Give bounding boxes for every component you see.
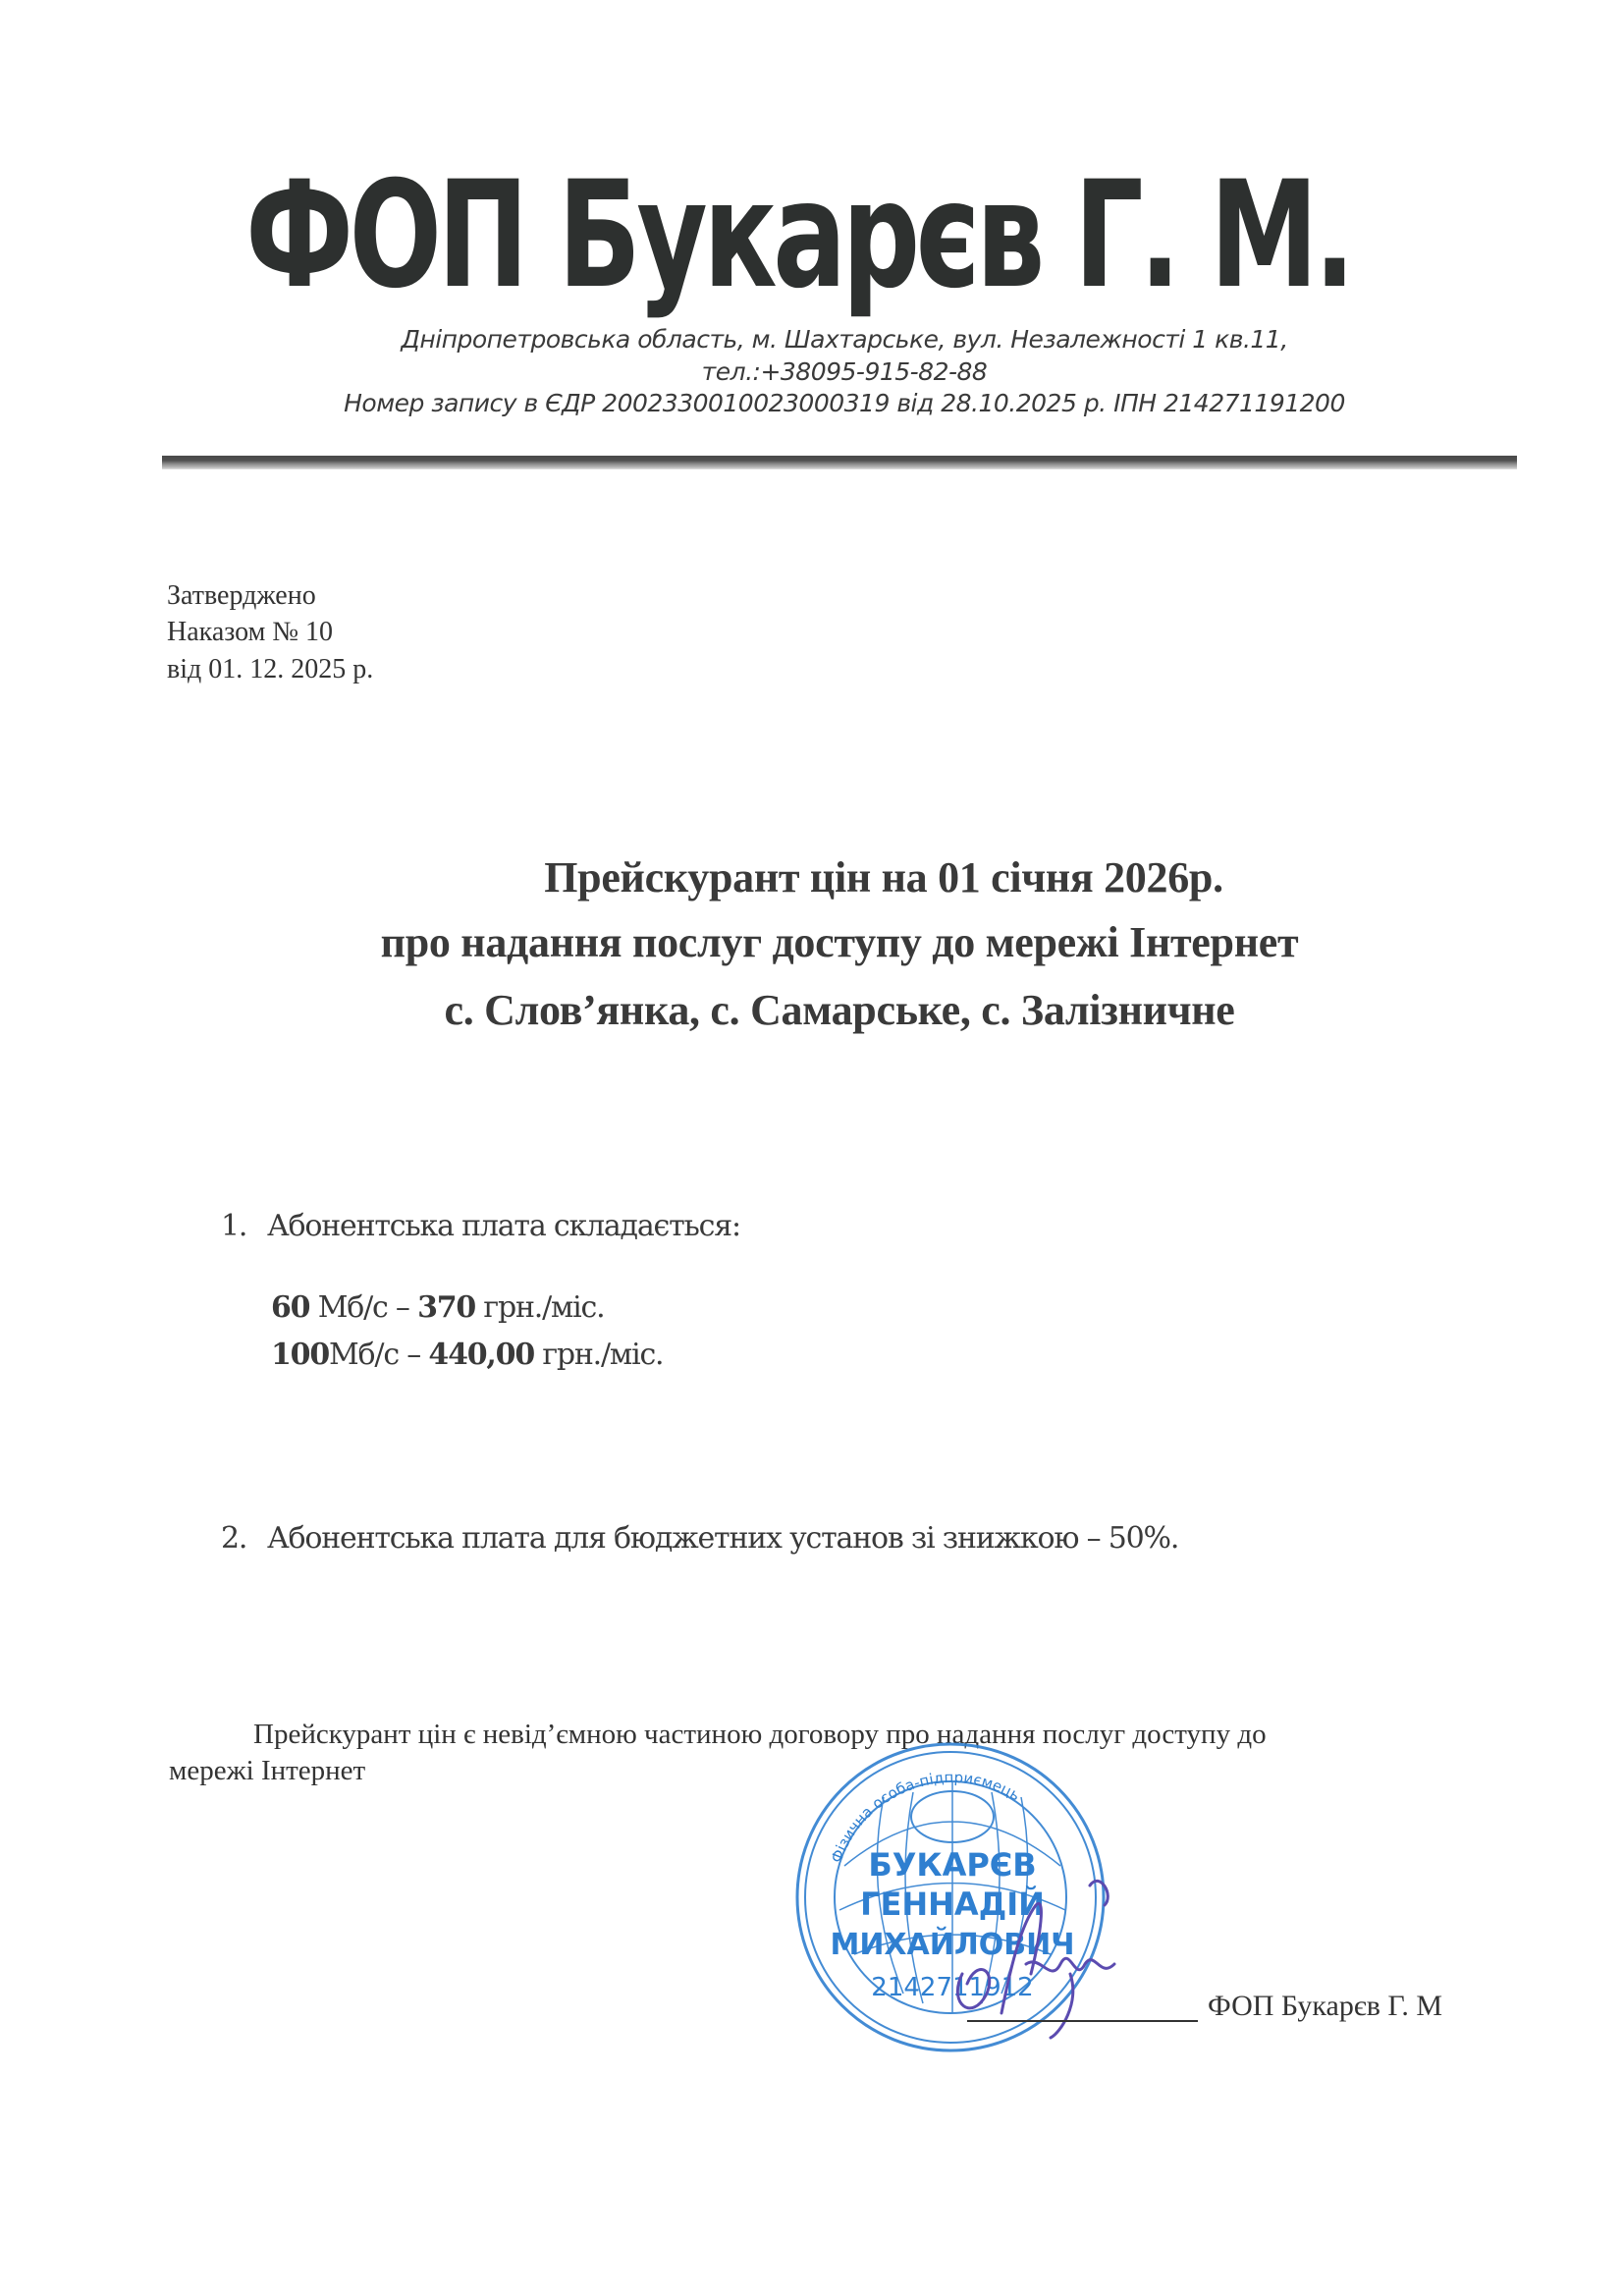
price-unit: Мб/с – — [329, 1338, 429, 1372]
handwritten-signature — [943, 1866, 1139, 2043]
approval-label: Затверджено — [167, 580, 316, 611]
list-item-text: Абонентська плата для бюджетних установ зі знижкою – 50%. — [267, 1521, 1179, 1556]
price-speed: 60 — [271, 1290, 310, 1325]
company-logo: ФОП Букарєв Г. М. — [245, 150, 1352, 321]
document-title: Прейскурант цін на 01 січня 2026р. — [544, 853, 1223, 902]
list-item-text: Абонентська плата складається: — [267, 1209, 740, 1243]
registry-line: Номер запису в ЄДР 2002330010023000319 від 28.10.2025 р. ІПН 214271191200 — [344, 389, 1345, 417]
stamp-outer-text-top: Фізична особа-підприємець — [827, 1768, 1024, 1866]
document-locations: с. Слов’янка, с. Самарське, с. Залізничне — [444, 986, 1235, 1034]
price-suffix: грн./міс. — [475, 1290, 605, 1325]
stamp-code: 2142711912 — [871, 1973, 1034, 2002]
price-unit: Мб/с – — [309, 1290, 418, 1325]
price-row — [271, 1338, 663, 1372]
document-subtitle: про надання послуг доступу до мережі Інтернет — [380, 918, 1299, 966]
footer-text-line: Прейскурант цін є невід’ємною частиною договору про надання послуг доступу до — [253, 1719, 1267, 1750]
footer-text-line: мережі Інтернет — [169, 1755, 366, 1786]
stamp-surname: БУКАРЄВ — [868, 1846, 1037, 1884]
phone-line: тел.:+38095-915-82-88 — [701, 357, 988, 386]
list-item-number: 1. — [221, 1209, 247, 1243]
price-suffix: грн./міс. — [534, 1338, 664, 1372]
price-row — [271, 1290, 604, 1325]
stamp-patronymic: МИХАЙЛОВИЧ — [830, 1928, 1075, 1962]
address-line: Дніпропетровська область, м. Шахтарське, вул. Незалежності 1 кв.11, — [401, 325, 1288, 354]
price-value: 440,00 — [428, 1338, 535, 1372]
approval-order: Наказом № 10 — [167, 617, 334, 647]
signatory-name: ФОП Букарєв Г. М — [1208, 1990, 1442, 2022]
signature-line — [967, 2020, 1198, 2022]
stamp-first-name: ГЕННАДІЙ — [860, 1886, 1045, 1923]
price-value: 370 — [417, 1290, 476, 1325]
approval-date: від 01. 12. 2025 р. — [167, 654, 374, 684]
header-divider — [162, 456, 1517, 469]
price-speed: 100 — [271, 1338, 330, 1372]
list-item-number: 2. — [221, 1521, 247, 1556]
